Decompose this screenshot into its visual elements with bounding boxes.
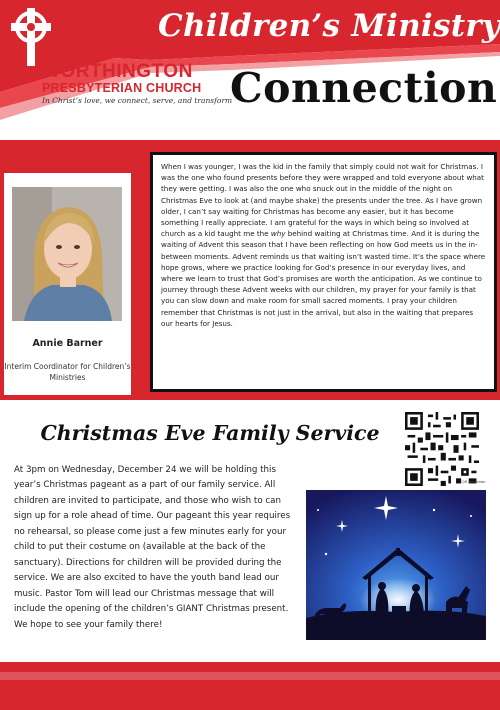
profile-photo: [12, 187, 122, 321]
qr-caption: QR generator: [462, 480, 486, 484]
letter-text: [161, 161, 486, 329]
advent-letter: [150, 152, 497, 392]
footer-stripe: [0, 672, 500, 680]
newsletter-subtitle: Connection: [230, 64, 498, 112]
letter-text-part2: behind waiting at Christmas time. And it is during the waiting of Advent this season that I have been reflecting on how God meets us in the in-between moments. Advent reminds us that waiting isn’t wasted time. It’s the space where hope grows, where we practice looking for God’s presence in our everyday lives, and where we learn to trust that God’s promises are worth the anticipation. As we continue to journey through these Advent weeks with our children, my prayer for your family is that you can slow down and make room for small sacred moments. I pray your children remember that Christmas is not just in the arrival, but also in the waiting that prepares our hearts for Jesus.: [161, 229, 486, 328]
service-description: At 3pm on Wednesday, December 24 we will be holding this year’s Christmas pageant as a part of our family service. All children are invited to participate, and those who wish to can sign up for a role ahead of time. Our pageant this year requires no rehearsal, so please come just a few minutes early for your child to put their costume on (available at the back of the sanctuary). Directions for children will be provided during the service. We are also excited to have the youth band lead our music. Pastor Tom will lead our Christmas message that will include the opening of the children’s GIANT Christmas present. We hope to see your family there!: [14, 465, 291, 630]
newsletter-title: Children’s Ministry: [158, 8, 500, 44]
portrait-illustration: [12, 187, 122, 321]
header: [0, 0, 500, 140]
nativity-scene: [306, 490, 486, 640]
service-title: Christmas Eve Family Service: [40, 421, 380, 445]
profile-role: Interim Coordinator for Children’s Ministries: [4, 362, 131, 382]
letter-emphasis: why: [270, 229, 286, 239]
letter-text-part1: When I was younger, I was the kid in the family that simply could not wait for Christmas. I was the one who found presents before they were wrapped and told everyone about what they were getting. I was also the one who snuck out in the middle of the night on Christmas Eve to look at (and maybe shake) the presents under the tree. As I have grown older, I can’t say waiting for Christmas has become any easier, but it has become something I really appreciate. I am grateful for the ways in which being so involved at church as a kid taught me the: [161, 162, 484, 239]
church-name-line1: WORTHINGTON: [42, 61, 193, 82]
celtic-cross-icon: [4, 6, 58, 68]
church-tagline: In Christ’s love, we connect, serve, and transform: [42, 96, 233, 105]
profile-name: Annie Barner: [32, 338, 103, 349]
profile-card: [4, 173, 131, 395]
qr-code-icon[interactable]: [405, 412, 479, 486]
church-name-line2: PRESBYTERIAN CHURCH: [42, 81, 202, 95]
church-logo: [42, 61, 233, 106]
footer-band: [0, 662, 500, 710]
